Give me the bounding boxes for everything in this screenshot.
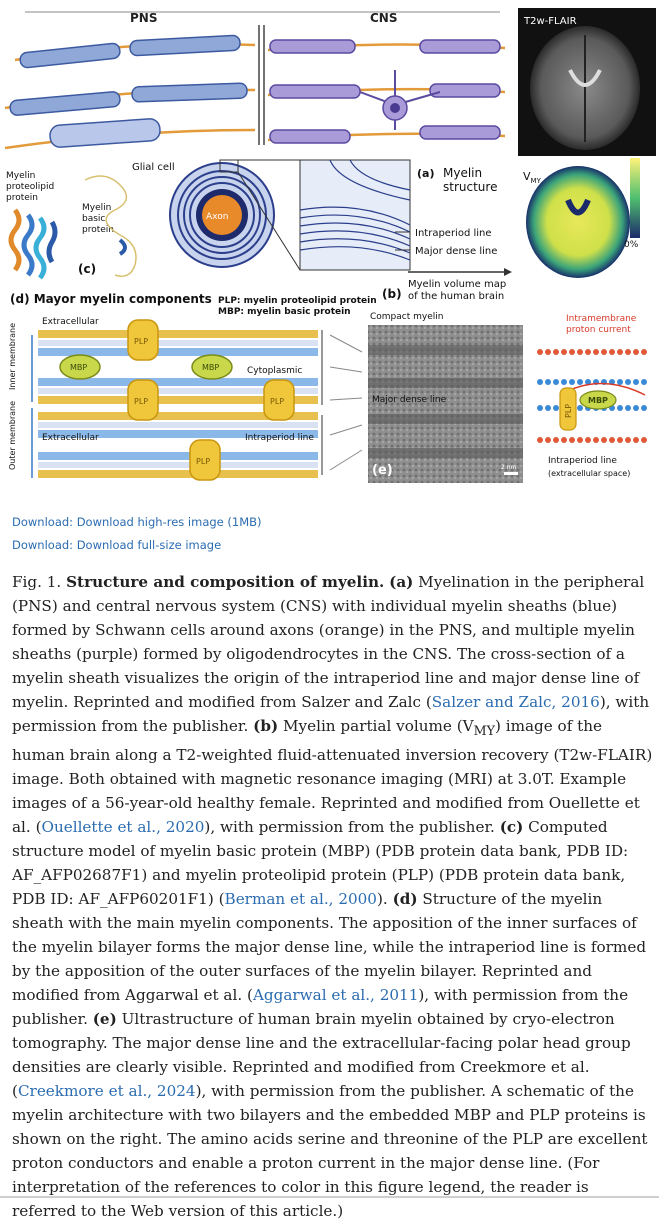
ref-salzer-zalc-2016[interactable]: Salzer and Zalc, 2016: [431, 693, 600, 711]
intraperiod-line-label-e: [548, 456, 630, 478]
svg-text:Intraperiod line: Intraperiod line: [245, 433, 314, 443]
svg-text:Myelin: Myelin: [6, 171, 36, 181]
ref-berman-2000[interactable]: Berman et al., 2000: [224, 890, 377, 909]
svg-text:Glial cell: Glial cell: [132, 162, 175, 173]
svg-text:basic: basic: [82, 214, 106, 224]
svg-text:MBP: MBP: [70, 363, 88, 372]
svg-text:PLP: PLP: [134, 397, 149, 406]
svg-text:Outer membrane: Outer membrane: [8, 400, 17, 470]
svg-text:CNS: CNS: [370, 11, 398, 25]
plp-protein-1: [128, 320, 158, 360]
svg-text:(e): (e): [372, 463, 393, 478]
svg-text:MBP: MBP: [202, 363, 220, 372]
cytoplasmic-label: [247, 366, 302, 376]
svg-text:Intraperiod line: Intraperiod line: [548, 456, 617, 466]
ref-ouellette-2020[interactable]: Ouellette et al., 2020: [41, 818, 205, 837]
outer-membrane-bracket: [8, 401, 32, 478]
figure-caption: Fig. 1. Structure and composition of myelin. (a) Myelination in the peripheral (PNS) and central nervous system (CNS) with individual myelin sheaths (blue) formed by Schwann cells around axons (orange) in the PNS, and multiple myelin sheaths (purple) formed by oligodendrocytes in the CNS. The cross-section of a myelin sheath visualizes the origin of the intraperiod line and major dense line of myelin. Reprinted and modified from Salzer and Zalc (Salzer and Zalc, 2016), with permission from the publisher. (b) Myelin partial volume $(V_{MY})$ image of the human brain along a T2-weighted fluid-attenuated inversion recovery (T2w-FLAIR) image. Both obtained with magnetic resonance imaging (MRI) at 3.0T. Example images of a 56-year-old healthy female. Reprinted and modified from Ouellette et al. (Ouellette et al., 2020), with permission from the publisher. (c) Computed structure model of myelin basic protein (MBP) (PDB protein data bank, PDB ID: AF_AFP02687F1) and myelin proteolipid protein (PLP) (PDB protein data bank, PDB ID: AF_AFP60201F1) (Berman et al., 2000). (d) Structure of the myelin sheath with the main myelin components. The apposition of the inner surfaces of the myelin bilayer forms the major dense line, while the intraperiod line is formed by the apposition of the outer surfaces of the myelin bilayer. Reprinted and modified from Aggarwal et al. (Aggarwal et al., 2011), with permission from the publisher. (e) Ultrastructure of human brain myelin obtained by cryo-electron tomography. The major dense line and the extracellular-facing polar head group densities are clearly visible. Reprinted and modified from Creekmore et al. (Creekmore et al., 2024), with permission from the publisher. A schematic of the myelin architecture with two bilayers and the embedded MBP and PLP proteins is shown on the right. The amino acids serine and threonine of the PLP are excellent proton conductors and enable a proton current in the major dense line. (For interpretation of the references to color in this figure legend, the reader is referred to the Web version of this article.): [12, 573, 653, 1221]
svg-text:T2w-FLAIR: T2w-FLAIR: [524, 16, 577, 27]
svg-text:(extracellular space): (extracellular space): [548, 469, 631, 478]
e-panel-label: [372, 463, 393, 478]
bottom-divider: [0, 1196, 659, 1198]
intraperiod-line-label-a: [415, 228, 492, 239]
myelin-zoom-box: [300, 160, 410, 270]
svg-text:(c): (c): [78, 262, 97, 276]
svg-text:protein: protein: [82, 225, 114, 235]
b-panel-title: [382, 279, 506, 302]
d-legend: [218, 296, 377, 317]
d-panel-title: [10, 292, 212, 306]
svg-text:Extracellular: Extracellular: [42, 433, 99, 443]
svg-text:Major dense line: Major dense line: [372, 395, 447, 405]
pns-label: [130, 11, 157, 25]
intramembrane-label: [566, 314, 637, 335]
extracellular-top-label: [42, 317, 99, 327]
svg-text:MBP: myelin basic protein: MBP: myelin basic protein: [218, 307, 351, 317]
ref-creekmore-2024[interactable]: Creekmore et al., 2024: [17, 1082, 196, 1101]
svg-text:PLP: PLP: [270, 397, 285, 406]
svg-text:protein: protein: [6, 193, 38, 203]
svg-text:Myelin volume map: Myelin volume map: [408, 279, 507, 290]
c-panel-label: [78, 262, 96, 276]
extracellular-bottom-label: [42, 433, 99, 443]
vmy-color-scale: [630, 158, 640, 238]
svg-text:MBP: MBP: [588, 396, 608, 405]
svg-text:Myelin: Myelin: [443, 166, 483, 180]
mbp-schematic: [580, 391, 616, 409]
t2w-label: [523, 16, 577, 27]
axon-label: [206, 212, 228, 222]
svg-text:of the human brain: of the human brain: [408, 291, 505, 302]
scale-top-label: [621, 149, 641, 159]
svg-text:Extracellular: Extracellular: [42, 317, 99, 327]
plp-protein-3: [264, 380, 294, 420]
svg-text:Myelin: Myelin: [82, 203, 112, 213]
mbp-protein-2: [192, 355, 232, 379]
svg-text:(b): (b): [382, 287, 402, 301]
mbp-name-label: [82, 203, 114, 235]
svg-text:Compact myelin: Compact myelin: [370, 312, 444, 322]
plp-structure-model: [11, 210, 55, 278]
svg-text:2 nm: 2 nm: [501, 464, 517, 471]
scale-bar-label: [501, 464, 517, 471]
glial-cell-label: [132, 162, 175, 173]
download-high-res-link[interactable]: Download: Download high-res image (1MB): [12, 515, 262, 529]
svg-text:PLP: PLP: [134, 337, 149, 346]
svg-text:VMY: $V_{MY}$: [523, 170, 541, 185]
vmy-brain-map: [526, 166, 630, 278]
cns-label: [370, 11, 398, 25]
svg-text:PLP: PLP: [564, 403, 573, 418]
svg-text:PLP: PLP: [196, 457, 211, 466]
intraperiod-line-label-d: [245, 433, 314, 443]
svg-text:PNS: PNS: [130, 11, 158, 25]
svg-text:(a): (a): [417, 167, 435, 180]
mbp-protein-1: [60, 355, 100, 379]
svg-text:Axon: Axon: [206, 212, 229, 222]
major-dense-line-label-a: [415, 246, 497, 257]
ref-aggarwal-2011[interactable]: Aggarwal et al., 2011: [252, 986, 419, 1005]
inner-membrane-bracket: [8, 323, 32, 402]
svg-text:Major dense line: Major dense line: [415, 246, 498, 257]
svg-text:PLP: myelin proteolipid protei: PLP: myelin proteolipid protein: [218, 296, 377, 306]
figure-1: [0, 0, 659, 500]
svg-text:structure: structure: [443, 180, 498, 194]
plp-protein-2: [128, 380, 158, 420]
plp-name-label: [6, 171, 54, 203]
a-panel-title: [417, 166, 497, 194]
svg-text:Intramembrane: Intramembrane: [566, 314, 637, 324]
svg-text:(d) Mayor myelin components: (d) Mayor myelin components: [10, 292, 212, 306]
compact-myelin-label: [370, 312, 443, 322]
svg-text:Intraperiod line: Intraperiod line: [415, 228, 492, 239]
plp-protein-4: [190, 440, 220, 480]
svg-text:0%: 0%: [624, 240, 639, 250]
major-dense-line-label-e: [372, 395, 447, 405]
svg-text:Cytoplasmic: Cytoplasmic: [247, 366, 303, 376]
svg-text:proteolipid: proteolipid: [6, 182, 55, 192]
scale-bottom-label: [624, 240, 639, 250]
plp-schematic: [560, 388, 576, 430]
svg-text:40%: 40%: [621, 149, 642, 159]
download-full-size-link[interactable]: Download: Download full-size image: [12, 538, 222, 552]
svg-text:proton current: proton current: [566, 325, 631, 335]
svg-text:Inner membrane: Inner membrane: [8, 322, 17, 390]
